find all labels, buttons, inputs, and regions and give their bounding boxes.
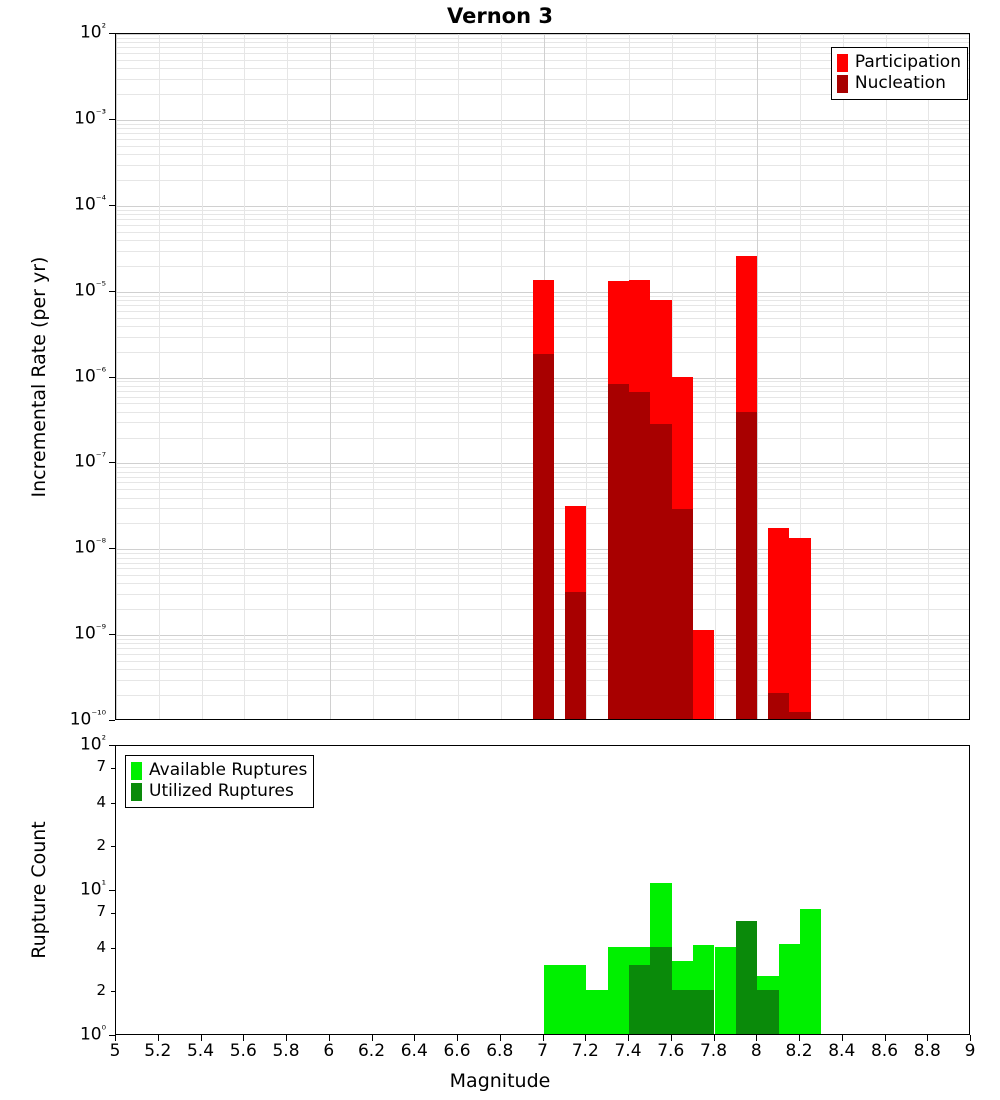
x-tick-label: 7 — [537, 1041, 548, 1061]
bar-nucleation — [768, 693, 789, 719]
gridline-v — [715, 34, 716, 719]
legend-label-utilized: Utilized Ruptures — [149, 781, 294, 802]
x-tick-label: 8 — [750, 1041, 762, 1061]
y-tick-mark — [111, 948, 115, 949]
y-tick-label: $10^{^{-4}}$ — [74, 192, 106, 215]
x-tick-label: 8.2 — [785, 1041, 813, 1061]
legend-top — [831, 47, 968, 100]
x-tick-mark — [286, 1035, 287, 1041]
x-tick-mark — [115, 1035, 116, 1041]
gridline-v — [458, 34, 459, 719]
y-tick-mark — [111, 991, 115, 992]
gridline-v — [330, 34, 331, 719]
legend-item-nucleation — [837, 73, 961, 94]
x-tick-mark — [885, 1035, 886, 1041]
y-tick-mark — [109, 377, 115, 378]
y-tick-mark — [109, 548, 115, 549]
x-axis-title: Magnitude — [449, 1070, 551, 1092]
bar-utilized-ruptures — [757, 990, 778, 1034]
x-tick-mark — [842, 1035, 843, 1041]
x-tick-mark — [543, 1035, 544, 1041]
y-tick-mark — [111, 803, 115, 804]
x-tick-label: 5.4 — [186, 1041, 215, 1061]
bar-utilized-ruptures — [629, 965, 650, 1034]
incremental-rate-plot — [115, 33, 970, 720]
y-tick-label: 2 — [96, 836, 106, 855]
bar-nucleation — [736, 412, 757, 719]
x-tick-mark — [628, 1035, 629, 1041]
gridline-v — [373, 34, 374, 719]
gridline-v — [757, 34, 758, 719]
x-tick-label: 5 — [109, 1041, 121, 1061]
y-axis-title-top: Incremental Rate (per yr) — [28, 256, 50, 497]
y-tick-label: 4 — [96, 937, 106, 956]
y-tick-label: $10^{^{-8}}$ — [74, 536, 106, 558]
gridline-v — [415, 34, 416, 719]
y-tick-mark — [111, 846, 115, 847]
legend-label-available: Available Ruptures — [149, 760, 308, 780]
bar-available-ruptures — [779, 944, 800, 1034]
bar-nucleation — [789, 712, 810, 719]
gridline-v — [843, 34, 844, 719]
bar-available-ruptures — [544, 965, 565, 1034]
gridline-v — [116, 34, 117, 719]
x-tick-mark — [671, 1035, 672, 1041]
bar-participation — [768, 528, 789, 720]
bar-nucleation — [608, 384, 629, 719]
legend-item-utilized-ruptures — [131, 781, 307, 802]
y-tick-mark — [109, 745, 115, 746]
x-tick-mark — [329, 1035, 330, 1041]
x-tick-mark — [500, 1035, 501, 1041]
x-tick-label: 8.8 — [913, 1041, 941, 1061]
y-tick-label: $10^{^2}$ — [79, 21, 106, 43]
y-tick-label: 7 — [96, 902, 106, 921]
x-tick-label: 6 — [323, 1041, 335, 1061]
y-tick-label: $10^{^0}$ — [79, 1023, 106, 1045]
y-tick-label: $10^{^{-5}}$ — [74, 278, 106, 301]
x-tick-label: 7.8 — [699, 1041, 728, 1061]
gridline-v — [244, 34, 245, 719]
y-tick-label: 2 — [96, 981, 106, 1000]
x-tick-mark — [799, 1035, 800, 1041]
x-tick-label: 7.4 — [614, 1041, 642, 1061]
bar-nucleation — [629, 392, 650, 719]
bar-utilized-ruptures — [650, 947, 671, 1034]
y-tick-mark — [111, 913, 115, 914]
bar-nucleation — [565, 592, 586, 719]
y-tick-mark — [109, 119, 115, 120]
y-tick-label: $10^{^{-3}}$ — [74, 106, 106, 129]
bar-participation — [789, 538, 810, 720]
y-tick-mark — [109, 634, 115, 635]
bar-utilized-ruptures — [736, 921, 757, 1034]
legend-item-available-ruptures — [131, 760, 307, 781]
x-tick-mark — [243, 1035, 244, 1041]
x-tick-label: 6.2 — [357, 1041, 386, 1061]
legend-label-nucleation: Nucleation — [854, 73, 946, 94]
x-tick-label: 6.4 — [400, 1041, 428, 1061]
bar-nucleation — [533, 354, 554, 719]
x-tick-label: 9 — [964, 1041, 976, 1061]
x-tick-label: 5.2 — [144, 1041, 172, 1061]
legend-swatch-nucleation — [837, 75, 848, 93]
x-tick-mark — [457, 1035, 458, 1041]
legend-label-participation: Participation — [854, 52, 961, 72]
x-tick-mark — [970, 1035, 971, 1041]
bar-available-ruptures — [565, 965, 586, 1034]
bar-utilized-ruptures — [693, 990, 714, 1034]
gridline-v — [928, 34, 929, 719]
y-tick-label: $10^{^{-7}}$ — [74, 450, 106, 473]
gridline-v — [159, 34, 160, 719]
x-tick-mark — [372, 1035, 373, 1041]
legend-swatch-participation — [837, 54, 848, 72]
x-tick-label: 7.2 — [571, 1041, 599, 1061]
x-tick-label: 6.8 — [486, 1041, 514, 1061]
bar-available-ruptures — [800, 909, 821, 1034]
legend-swatch-utilized — [131, 783, 142, 801]
x-tick-label: 6.6 — [443, 1041, 471, 1061]
y-tick-label: 4 — [96, 792, 106, 811]
gridline-v — [886, 34, 887, 719]
gridline-v — [586, 34, 587, 719]
y-tick-label: $10^{^1}$ — [79, 878, 106, 900]
x-tick-mark — [158, 1035, 159, 1041]
bar-participation — [693, 630, 714, 719]
legend-item-participation — [837, 52, 961, 73]
y-tick-label: $10^{^2}$ — [79, 733, 106, 755]
x-tick-mark — [756, 1035, 757, 1041]
bar-nucleation — [672, 509, 693, 719]
y-tick-mark — [109, 33, 115, 34]
gridline-v — [501, 34, 502, 719]
x-tick-label: 8.6 — [870, 1041, 899, 1061]
x-tick-mark — [927, 1035, 928, 1041]
y-axis-title-bottom: Rupture Count — [28, 821, 50, 959]
y-tick-mark — [111, 768, 115, 769]
y-tick-mark — [109, 462, 115, 463]
x-tick-mark — [714, 1035, 715, 1041]
y-tick-mark — [109, 291, 115, 292]
y-tick-mark — [109, 205, 115, 206]
bar-available-ruptures — [715, 947, 736, 1034]
x-tick-mark — [201, 1035, 202, 1041]
x-tick-label: 7.6 — [657, 1041, 685, 1061]
bar-utilized-ruptures — [672, 990, 693, 1034]
x-tick-mark — [414, 1035, 415, 1041]
legend-swatch-available — [131, 762, 142, 780]
gridline-v — [202, 34, 203, 719]
y-tick-label: 7 — [96, 757, 106, 776]
x-tick-mark — [585, 1035, 586, 1041]
bar-available-ruptures — [586, 990, 607, 1034]
legend-bottom — [125, 755, 314, 808]
y-tick-mark — [109, 890, 115, 891]
x-tick-label: 8.4 — [828, 1041, 856, 1061]
y-tick-label: $10^{^{-9}}$ — [74, 622, 106, 644]
y-tick-label: $10^{^{-10}}$ — [69, 708, 106, 730]
x-tick-label: 5.6 — [229, 1041, 257, 1061]
bar-available-ruptures — [608, 947, 629, 1034]
page-title: Vernon 3 — [447, 4, 553, 28]
gridline-v — [287, 34, 288, 719]
x-tick-label: 5.8 — [272, 1041, 300, 1061]
y-tick-mark — [109, 720, 115, 721]
bar-nucleation — [650, 424, 671, 719]
y-tick-label: $10^{^{-6}}$ — [74, 364, 106, 387]
